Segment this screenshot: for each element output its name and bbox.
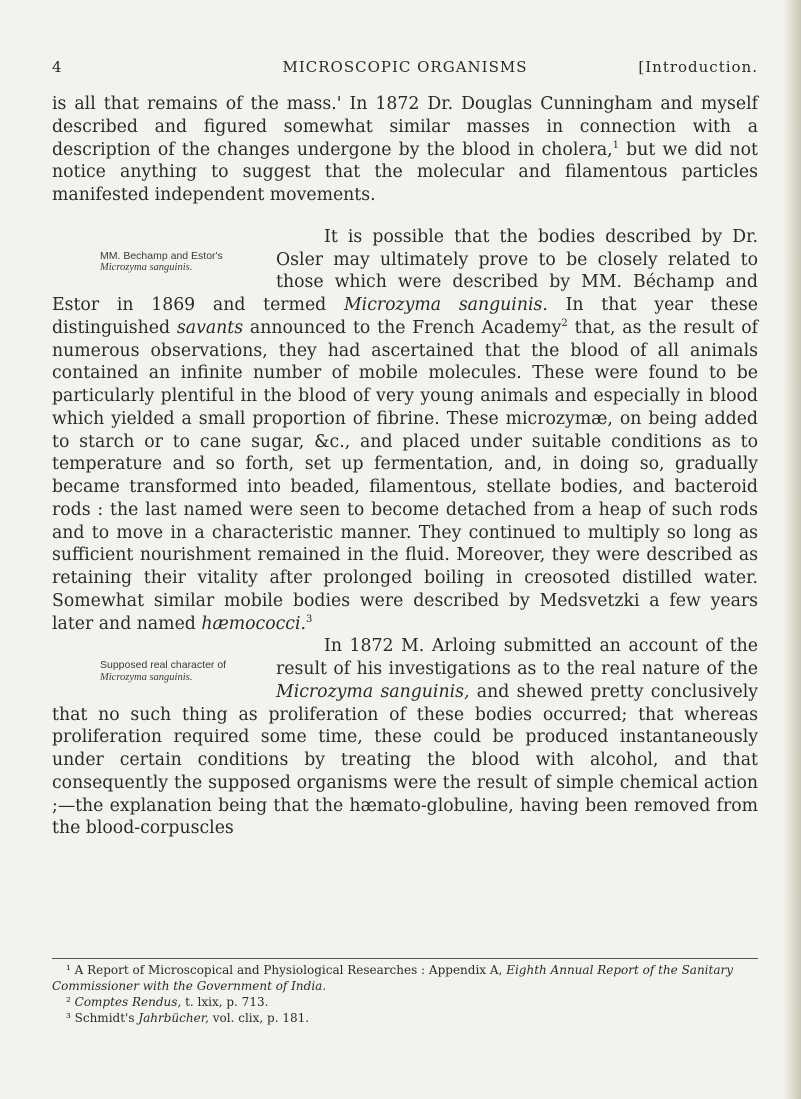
footnote-rule: [52, 958, 758, 959]
paragraph-3: Supposed real character of Microzyma sanguinis. In 1872 M. Arloing submitted an account of the result of his investigations as to the real nature of the Microzyma sanguinis, and shewed pretty conclusively that no such thing as proliferation of these bodies occurred; that whereas proliferation required some time, these could be produced instantaneously under certain conditions by treating the blood with alcohol, and that consequently the supposed organisms were the result of simple chemical action ;—the explanation being that the hæmato-globuline, having been removed from the blood-corpuscles: [52, 636, 758, 839]
footnote-3: ³ Schmidt's Jahrbücher, vol. clix, p. 181.: [66, 1011, 310, 1025]
sidenote-arloing: Supposed real character of Microzyma sanguinis.: [100, 659, 227, 683]
footnotes: [52, 962, 758, 1026]
running-header: [52, 58, 758, 84]
footnote-ref-1[interactable]: 1: [612, 139, 620, 151]
footnote-ref-3[interactable]: 3: [305, 613, 313, 625]
page-number: 4: [52, 58, 63, 76]
paragraph-2: MM. Bechamp and Estor's Microzyma sanguinis. It is possible that the bodies described by Dr. Osler may ultimately prove to be closely related to those which were described by MM. Béchamp and Estor in 1869 and termed Microzyma sanguinis. In that year these distinguished savants announced to the French Academy$^2$ that, as the result of numerous observations, they had ascertained that the blood of all animals contained an infinite number of mobile molecules. These were found to be particularly plentiful in the blood of very young animals and especially in blood which yielded a small proportion of fibrine. These microzymæ, on being added to starch or to cane sugar, &c., and placed under suitable conditions as to temperature and so forth, set up fermentation, and, in doing so, gradually became transformed into beaded, filamentous, stellate bodies, and bacteroid rods : the last named were seen to become detached from a heap of such rods and to move in a characteristic manner. They continued to multiply so long as sufficient nourishment remained in the fluid. Moreover, they were described as retaining their vitality after prolonged boiling in creosoted distilled water. Somewhat similar mobile bodies were described by Medsvetzki a few years later and named hæmococci.$^3$: [52, 226, 758, 634]
footnote-2: ² Comptes Rendus, t. lxix, p. 713.: [66, 995, 269, 1009]
paragraph-1: is all that remains of the mass.' In 1872 Dr. Douglas Cunningham and myself described and figured somewhat similar masses in connection with a description of the changes undergone by the blood in cholera,$^1$ but we did not notice anything to suggest that the molecular and filamentous particles manifested independent movements.: [52, 94, 758, 205]
main-text: [52, 93, 758, 840]
page-edge: [783, 0, 801, 1099]
term-microzyma: Microzyma sanguinis.: [343, 295, 548, 315]
sidenote-bechamp: MM. Bechamp and Estor's Microzyma sanguinis.: [100, 249, 223, 274]
running-title: MICROSCOPIC ORGANISMS: [282, 58, 528, 76]
footnote-1: ¹ A Report of Microscopical and Physiological Researches : Appendix A, Eighth Annual Report of the Sanitary Commissioner with the Government of India.: [52, 963, 734, 993]
footnote-ref-2[interactable]: 2: [561, 317, 568, 329]
section-label: [Introduction.: [638, 58, 758, 76]
